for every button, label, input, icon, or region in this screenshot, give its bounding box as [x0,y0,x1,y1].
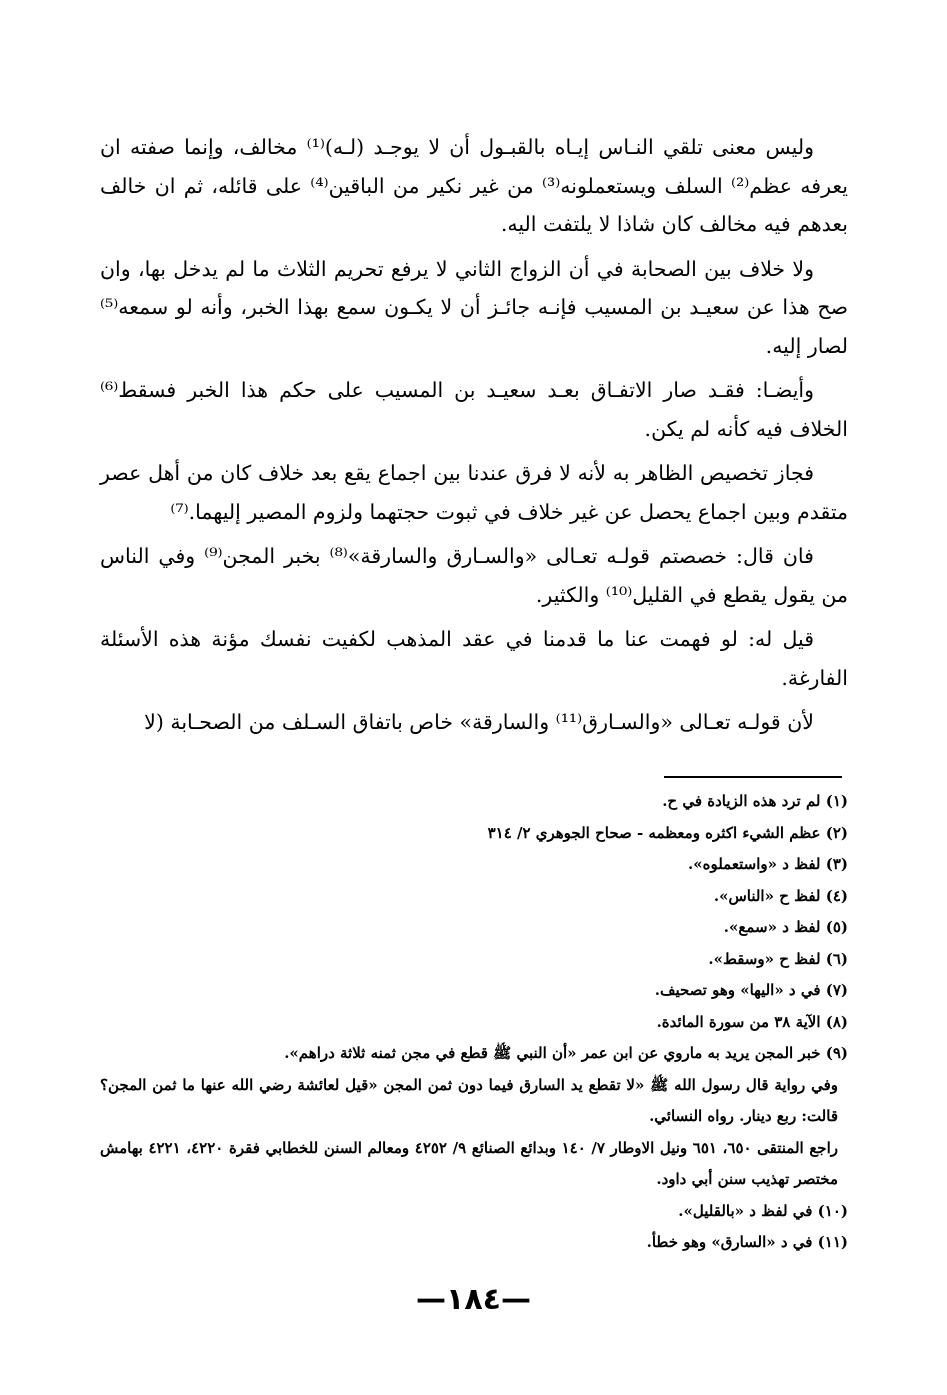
footnote-2: (٢) عظم الشيء اكثره ومعظمه - صحاح الجوهري ٢/ ٣١٤ [487,823,848,842]
footnote-9-narration: وفي رواية قال رسول الله ﷺ «لا تقطع يد السارق فيما دون ثمن المجن «قيل لعائشة رضي الله عنها ما ثمن المجن؟ قالت: ربع دينار. رواه النسائي. [100,1075,838,1125]
paragraph-6: قيل له: لو فهمت عنا ما قدمنا في عقد المذهب لكفيت نفسك مؤنة هذه الأسئلة الفارغة. [100,627,848,690]
footnote-divider [664,776,842,778]
footnote-3: (٣) لفظ د «واستعملوه». [688,855,848,873]
paragraph-1: وليس معنى تلقي النـاس إيـاه بالقبـول أن لا يوجـد (لـه)⁽¹⁾ مخالف، وإنما صفته ان يعرفه عظم⁽²⁾ السلف ويستعملونه⁽³⁾ من غير نكير من الباقين⁽⁴⁾ على قائله، ثم ان خالف بعدهم فيه مخالف كان شاذا لا يلتفت اليه. [100,135,848,236]
footnote-8: (٨) الآية ٣٨ من سورة المائدة. [656,1012,848,1031]
footnote-4: (٤) لفظ ح «الناس». [713,886,848,905]
footnote-11: (١١) في د «السارق» وهو خطأ. [646,1233,848,1251]
main-text [100,128,848,748]
footnote-9-references: راجع المنتقى ٦٥٠، ٦٥١ ونيل الاوطار ٧/ ١٤٠ وبدائع الصنائع ٩/ ٤٢٥٢ ومعالم السنن للخطابي فقرة ٤٢٢٠، ٤٢٢١ بهامش مختصر تهذيب سنن أبي داود. [100,1138,838,1188]
paragraph-4: فجاز تخصيص الظاهر به لأنه لا فرق عندنا بين اجماع يقع بعد خلاف كان من أهل عصر متقدم وبين اجماع يحصل عن غير خلاف في ثبوت حجتهما ولزوم المصير إليهما.⁽⁷⁾ [100,461,848,524]
page-number: —١٨٤— [416,1282,531,1317]
paragraph-7: لأن قولـه تعـالى «والسـارق⁽¹¹⁾ والسارقة» خاص باتفاق السـلف من الصحـابة (لا [144,710,814,734]
footnote-9: (٩) خبر المجن يريد به ماروي عن ابن عمر «أن النبي ﷺ قطع في مجن ثمنه ثلاثة دراهم». [284,1044,848,1062]
footnote-1: (١) لم ترد هذه الزيادة في ح. [662,792,848,810]
footnote-5: (٥) لفظ د «سمع». [723,918,848,936]
paragraph-5: فان قال: خصصتم قولـه تعـالى «والسـارق والسارقة»⁽⁸⁾ بخبر المجن⁽⁹⁾ وفي الناس من يقول يقطع في القليل⁽¹⁰⁾ والكثير. [100,544,848,607]
paragraph-3: وأيضـا: فقـد صار الاتفـاق بعـد سعيـد بن المسيب على حكم هذا الخبر فسقط⁽⁶⁾ الخلاف فيه كأنه لم يكن. [100,378,848,441]
footnote-10: (١٠) في لفظ د «بالقليل». [678,1201,848,1220]
footnote-6: (٦) لفظ ح «وسقط». [708,949,848,968]
paragraph-2: ولا خلاف بين الصحابة في أن الزواج الثاني لا يرفع تحريم الثلاث ما لم يدخل بها، وان صح هذا عن سعيـد بن المسيب فإنـه جائـز أن لا يكـون سمع بهذا الخبر، وأنه لو سمعه⁽⁵⁾ لصار إليه. [100,256,848,358]
footnote-7: (٧) في د «اليها» وهو تصحيف. [654,981,848,999]
footnotes [100,786,848,1259]
